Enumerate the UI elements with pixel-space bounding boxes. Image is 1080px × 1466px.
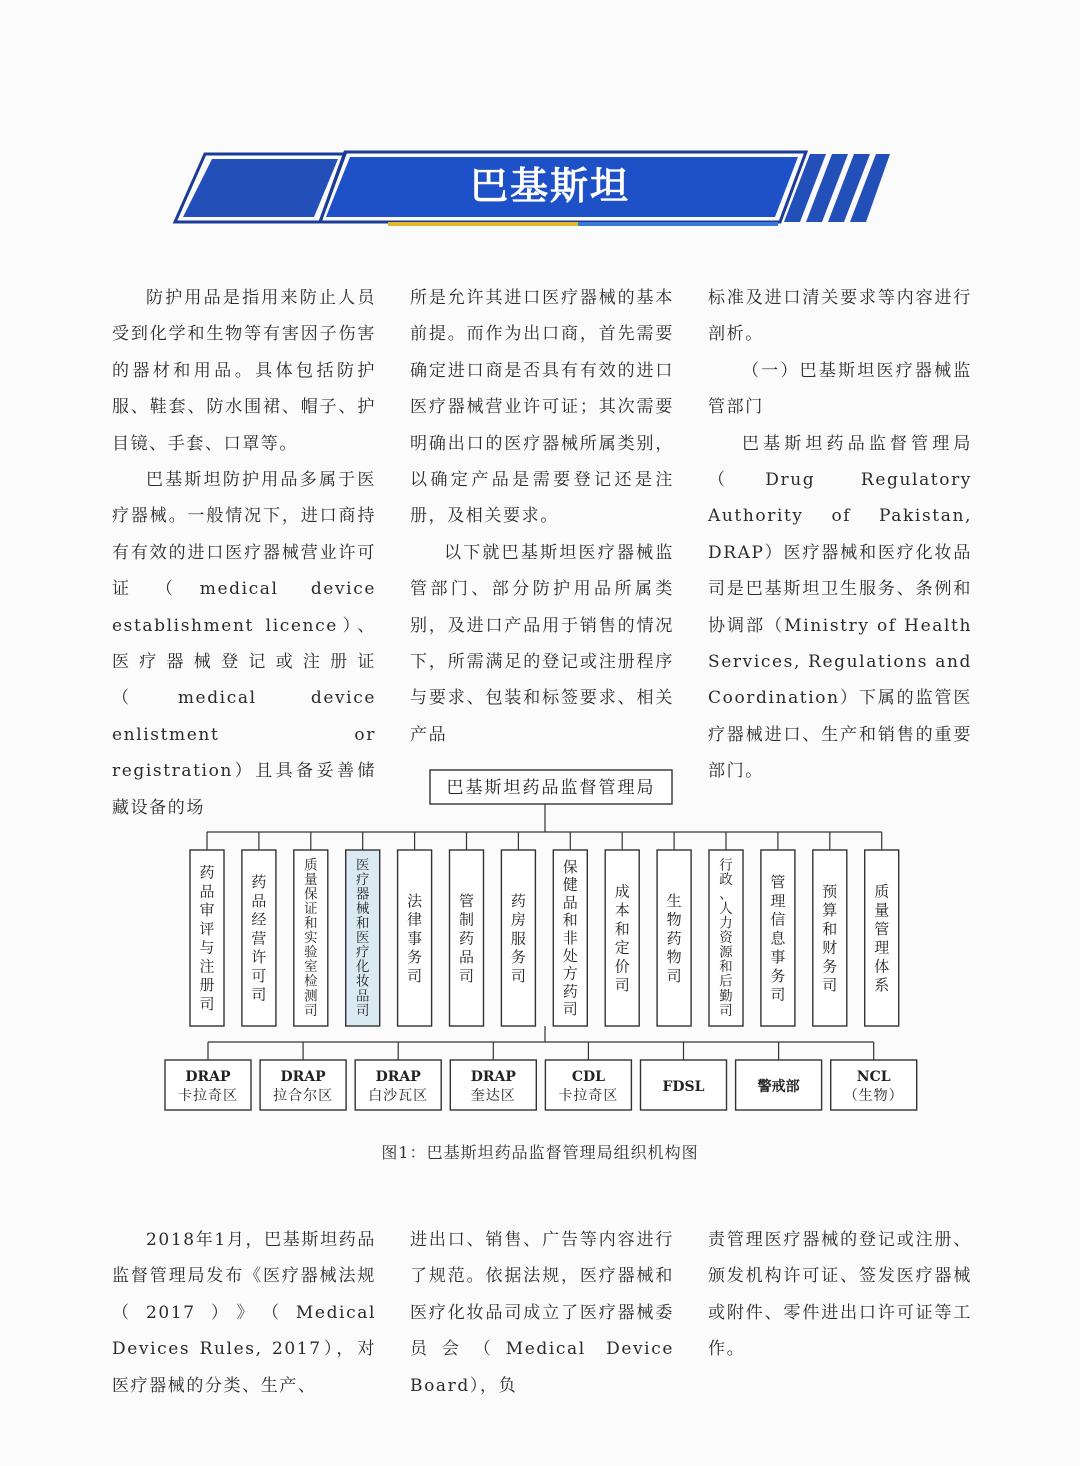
paragraph: 巴基斯坦药品监督管理局（Drug Regulatory Authority of Pakistan, DRAP）医疗器械和医疗化妆品司是巴基斯坦卫生服务、条例和协调部（Ministry of Health Services, Regulations and Coordination）下属的监管医疗器械进口、生产和销售的重要部门。 — [708, 433, 972, 782]
office-label: NCL — [856, 1069, 891, 1085]
office-label: DRAP — [280, 1069, 326, 1085]
intro-column-1 — [112, 280, 376, 826]
division-label: 行政、人力资源和后勤司 — [719, 858, 733, 1019]
division-label: 质量保证和实验室检测司 — [304, 858, 318, 1019]
division-label: 预算和财务司 — [822, 882, 838, 995]
paragraph: 进出口、销售、广告等内容进行了规范。依据法规，医疗器械和医疗化妆品司成立了医疗器械委员会（Medical Device Board），负 — [410, 1230, 674, 1396]
division-label: 生物药物司 — [666, 891, 682, 985]
division-label: 法律事务司 — [407, 891, 423, 985]
paragraph: 标准及进口清关要求等内容进行剖析。 — [708, 288, 972, 345]
division-label: 药品经营许可司 — [251, 873, 267, 1004]
division-label: 质量管理体系 — [874, 882, 890, 995]
division-label: 管理信息事务司 — [770, 873, 786, 1004]
office-sublabel: 卡拉奇区 — [558, 1088, 619, 1104]
division-label: 药房服务司 — [510, 891, 526, 985]
banner-underline-gold — [388, 222, 578, 226]
office-sublabel: （生物） — [843, 1088, 904, 1104]
office-sublabel: 奎达区 — [470, 1088, 516, 1104]
division-label: 医疗器械和医疗化妆品司 — [356, 858, 370, 1019]
section-heading: （一）巴基斯坦医疗器械监管部门 — [708, 360, 972, 418]
org-chart — [0, 760, 1080, 1180]
banner-left-block — [183, 159, 338, 217]
intro-column-3 — [708, 280, 972, 790]
office-sublabel: 白沙瓦区 — [368, 1088, 429, 1104]
office-label: DRAP — [185, 1069, 231, 1085]
paragraph: 巴基斯坦防护用品多属于医疗器械。一般情况下，进口商持有有效的进口医疗器械营业许可证（medical device establishment licence）、医疗器械登记或注册证（medical device enlistment or registration）且具备妥善储藏设备的场 — [112, 470, 376, 818]
division-label: 管制药品司 — [458, 891, 475, 985]
banner-underline-blue — [578, 222, 778, 226]
paragraph: 责管理医疗器械的登记或注册、颁发机构许可证、签发医疗器械或附件、零件进出口许可证等工作。 — [708, 1230, 972, 1360]
division-label: 保健品和非处方药司 — [562, 857, 578, 1019]
division-label: 药品审评与注册司 — [199, 863, 215, 1013]
body-column-3 — [708, 1222, 972, 1368]
paragraph: 2018年1月，巴基斯坦药品监督管理局发布《医疗器械法规（2017）》（Medical Devices Rules, 2017），对医疗器械的分类、生产、 — [112, 1230, 376, 1396]
paragraph: 防护用品是指用来防止人员受到化学和生物等有害因子伤害的器材和用品。具体包括防护服、鞋套、防水围裙、帽子、护目镜、手套、口罩等。 — [112, 288, 376, 454]
paragraph: 所是允许其进口医疗器械的基本前提。而作为出口商，首先需要确定进口商是否具有有效的进口医疗器械营业许可证；其次需要明确出口的医疗器械所属类别，以确定产品是需要登记还是注册，及相关要求。 — [410, 288, 674, 527]
chart-root-label: 巴基斯坦药品监督管理局 — [446, 778, 656, 798]
office-label: CDL — [571, 1069, 605, 1085]
body-column-2 — [410, 1222, 674, 1404]
division-label: 成本和定价司 — [614, 882, 630, 995]
office-label: DRAP — [470, 1069, 516, 1085]
office-label: DRAP — [375, 1069, 421, 1085]
office-label: FDSL — [662, 1079, 705, 1095]
office-sublabel: 卡拉奇区 — [178, 1088, 238, 1104]
office-label: 警戒部 — [757, 1079, 800, 1095]
intro-column-2 — [410, 280, 674, 753]
figure-caption: 图1：巴基斯坦药品监督管理局组织机构图 — [381, 1143, 699, 1162]
office-sublabel: 拉合尔区 — [273, 1088, 334, 1104]
body-column-1 — [112, 1222, 376, 1404]
page-title: 巴基斯坦 — [469, 164, 630, 208]
paragraph: 以下就巴基斯坦医疗器械监管部门、部分防护用品所属类别，及进口产品用于销售的情况下，所需满足的登记或注册程序与要求、包装和标签要求、相关产品 — [410, 542, 674, 745]
